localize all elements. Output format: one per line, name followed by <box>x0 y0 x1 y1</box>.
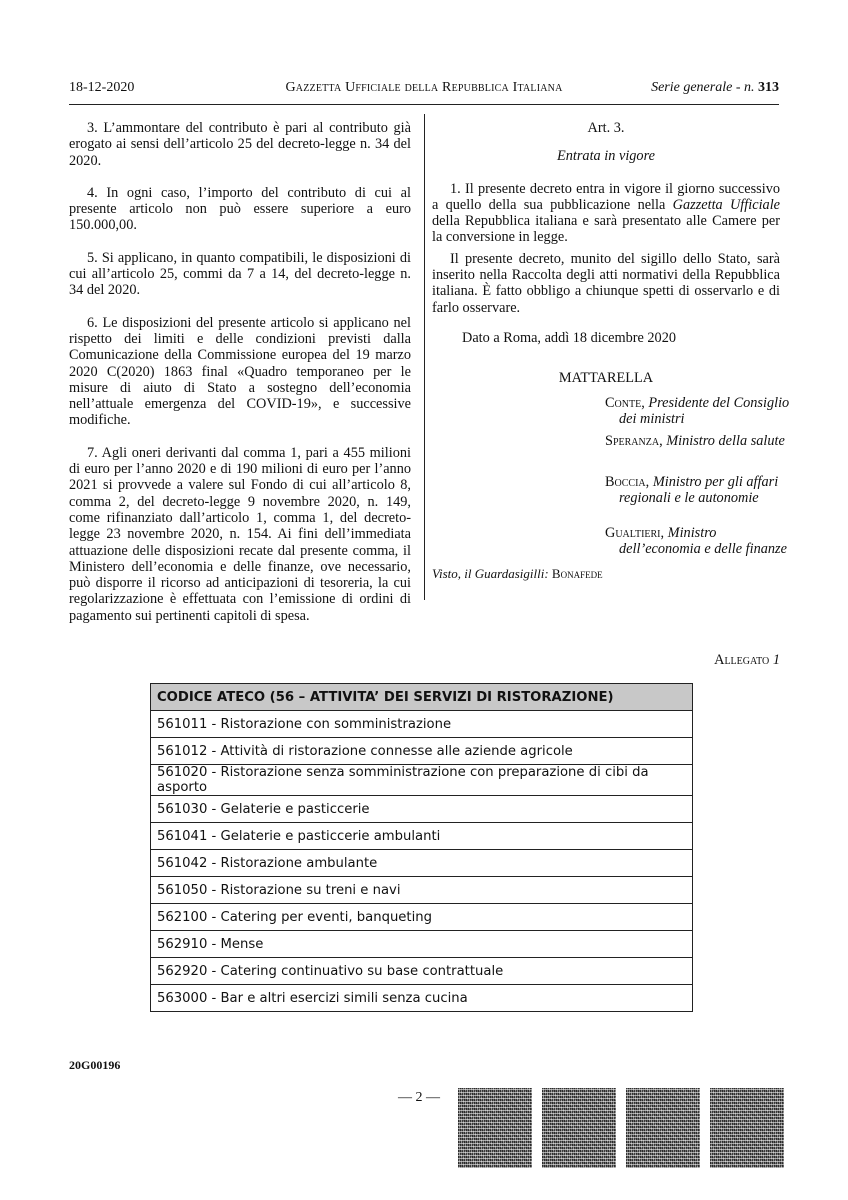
allegato-label <box>714 652 780 669</box>
visto-prefix: Visto, il Guardasigilli: <box>432 566 549 581</box>
dato-a-roma: Dato a Roma, addì 18 dicembre 2020 <box>462 329 676 346</box>
minister-entry: Boccia, Ministro per gli affari regionali e le autonomie <box>605 474 779 506</box>
article-p1-text-b: della Repubblica italiana e sarà presentato alle Camere per la conversione in legge. <box>432 213 780 246</box>
minister-name: Speranza <box>605 433 660 449</box>
barcode-block <box>626 1088 700 1168</box>
table-cell: 561030 - Gelaterie e pasticcerie <box>151 796 693 823</box>
table-cell: 561012 - Attività di ristorazione connesse alle aziende agricole <box>151 738 693 765</box>
minister-entry: Speranza, Ministro della salute <box>605 433 785 449</box>
table-row <box>151 796 693 823</box>
visto-name: Bonafede <box>551 566 603 581</box>
table-cell: 562910 - Mense <box>151 931 693 958</box>
page-header <box>69 80 779 102</box>
header-date: 18-12-2020 <box>69 80 135 95</box>
table-row <box>151 850 693 877</box>
visto-guardasigilli <box>432 566 603 582</box>
article-paragraph-2: Il presente decreto, munito del sigillo dello Stato, sarà inserito nella Raccolta degli atti normativi della Repubblica italiana. È fatto obbligo a chiunque spetti di osservarlo e di farlo osservare. <box>432 250 780 316</box>
table-cell: 561041 - Gelaterie e pasticcerie ambulanti <box>151 823 693 850</box>
datamatrix-barcode <box>458 1088 786 1168</box>
barcode-block <box>710 1088 784 1168</box>
column-divider <box>424 114 425 600</box>
minister-role: Ministro per gli affari regionali e le autonomie <box>619 474 779 506</box>
table-header-row <box>151 684 693 711</box>
page-number: — 2 — <box>398 1090 440 1105</box>
header-title: Gazzetta Ufficiale della Repubblica Italiana <box>285 80 563 95</box>
minister-name: Boccia <box>605 474 646 490</box>
table-cell: 561042 - Ristorazione ambulante <box>151 850 693 877</box>
minister-role: Ministro della salute <box>666 433 785 449</box>
paragraph-6: 6. Le disposizioni del presente articolo si applicano nel rispetto dei limiti e delle condizioni previsti dalla Comunicazione della Commissione europea del 19 marzo 2020 C(2020) 1863 final «Quadro temporaneo per le misure di aiuto di Stato a sostegno dell’economia nell’attuale emergenza del COVID-19», e successive modifiche. <box>69 314 411 429</box>
table-row <box>151 904 693 931</box>
minister-entry: Gualtieri, Ministro dell’economia e delle finanze <box>605 525 787 557</box>
table-cell: 563000 - Bar e altri esercizi simili senza cucina <box>151 985 693 1012</box>
header-serie-number: 313 <box>758 80 779 95</box>
article-title: Entrata in vigore <box>557 148 655 165</box>
signatory-name: MATTARELLA <box>558 370 654 387</box>
table-row <box>151 823 693 850</box>
allegato-text: Allegato <box>714 652 770 668</box>
document-code: 20G00196 <box>69 1058 121 1072</box>
minister-name: Gualtieri <box>605 525 661 541</box>
header-serie-prefix: Serie generale - n. <box>651 80 755 95</box>
table-row <box>151 931 693 958</box>
table-row <box>151 711 693 738</box>
paragraph-7: 7. Agli oneri derivanti dal comma 1, pari a 455 milioni di euro per l’anno 2020 e di 190 milioni di euro per l’anno 2021 si provvede a valere sul Fondo di cui all’articolo 8, comma 2, del decreto-legge 9 novembre 2020, n. 149, come rifinanziato dall’articolo 1, comma 1, del decreto-legge 23 novembre 2020, n. 154. Ai fini dell’immediata attuazione delle disposizioni recate dal presente comma, il Ministero dell’economia e delle finanze, ove necessario, può disporre il ricorso ad anticipazioni di tesoreria, la cui regolarizzazione è effettuata con l’emissione di ordini di pagamento sui pertinenti capitoli di spesa. <box>69 444 411 624</box>
minister-entry: Conte, Presidente del Consiglio dei ministri <box>605 395 790 427</box>
minister-name: Conte <box>605 395 642 411</box>
table-row <box>151 958 693 985</box>
table-cell: 561011 - Ristorazione con somministrazione <box>151 711 693 738</box>
table-header: CODICE ATECO (56 – ATTIVITA’ DEI SERVIZI DI RISTORAZIONE) <box>151 684 693 711</box>
barcode-block <box>458 1088 532 1168</box>
article-paragraph-1 <box>432 181 780 246</box>
left-column <box>69 120 411 624</box>
table-cell: 561020 - Ristorazione senza somministrazione con preparazione di cibi da asporto <box>151 765 693 796</box>
table-row <box>151 877 693 904</box>
table-row <box>151 765 693 796</box>
header-rule <box>69 104 779 105</box>
article-p1-text-a: 1. Il presente decreto entra in vigore il giorno successivo a quello della sua pubblicazione nella <box>432 180 780 213</box>
table-cell: 562920 - Catering continuativo su base contrattuale <box>151 958 693 985</box>
table-cell: 562100 - Catering per eventi, banqueting <box>151 904 693 931</box>
paragraph-5: 5. Si applicano, in quanto compatibili, le disposizioni di cui all’articolo 25, commi da 7 a 14, del decreto-legge n. 34 del 2020. <box>69 249 411 299</box>
table-cell: 561050 - Ristorazione su treni e navi <box>151 877 693 904</box>
header-serie <box>651 80 779 96</box>
minister-role: Ministro dell’economia e delle finanze <box>619 525 787 557</box>
table-row <box>151 738 693 765</box>
article-number: Art. 3. <box>587 120 625 136</box>
allegato-number: 1 <box>772 652 780 668</box>
gazzetta-ufficiale-ref: Gazzetta Ufficiale <box>672 196 781 213</box>
table-row <box>151 985 693 1012</box>
paragraph-3: 3. L’ammontare del contributo è pari al contributo già erogato ai sensi dell’articolo 25 del decreto-legge n. 34 del 2020. <box>69 120 411 169</box>
ateco-table <box>150 683 693 1012</box>
minister-role: Presidente del Consiglio dei ministri <box>619 395 790 427</box>
paragraph-4: 4. In ogni caso, l’importo del contributo di cui al presente articolo non può essere superiore a euro 150.000,00. <box>69 184 411 234</box>
barcode-block <box>542 1088 616 1168</box>
right-column <box>432 120 780 387</box>
